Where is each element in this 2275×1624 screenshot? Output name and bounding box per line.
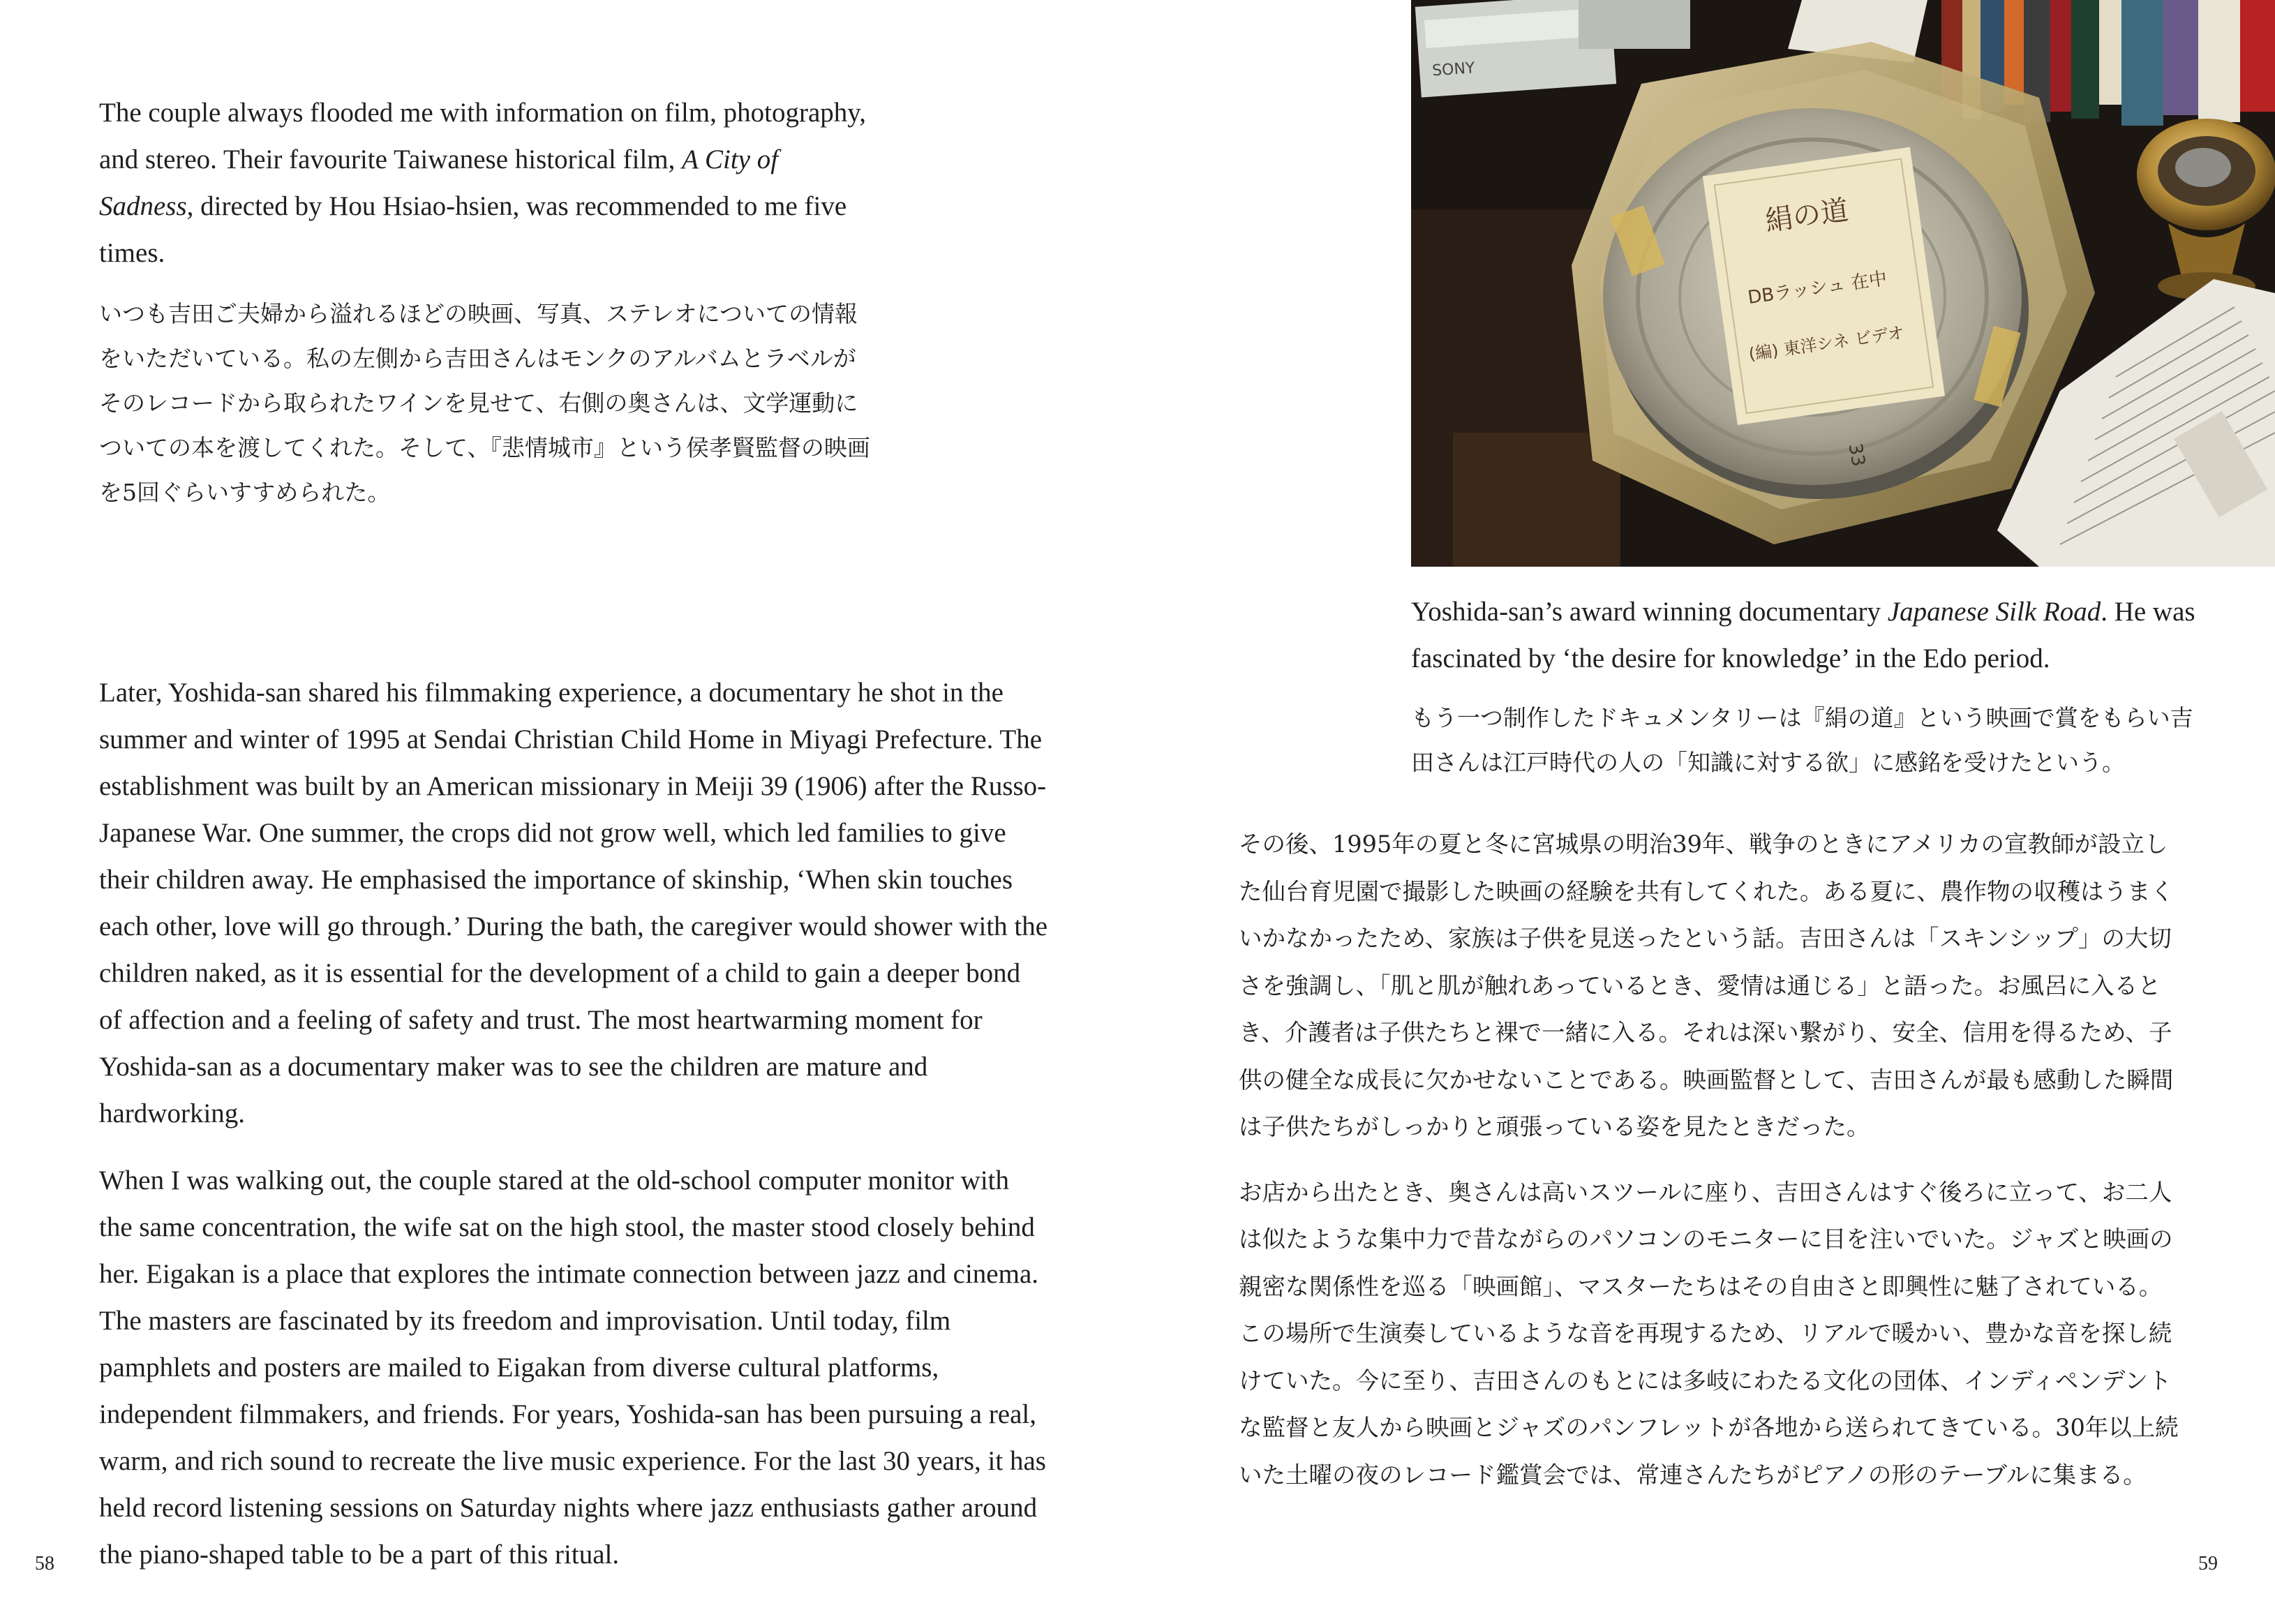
reel-number: 33 [1844, 441, 1869, 468]
documentary-english-paragraph: Later, Yoshida-san shared his filmmaking experience, a documentary he shot in the summer and winter of 1995 at Sendai Christian Child Home in Miyagi Prefecture. The establishment was built by an American missionary in Meiji 39 (1906) after the Russo-Japanese War. One summer, the crops did not grow well, which led families to give their children away. He emphasised the importance of skinship, ‘When skin touches each other, love will go through.’ During the bath, the caregiver would shower with the children naked, as it is essential for the development of a child to gain a deeper bond of affection and a feeling of safety and trust. The most heartwarming moment for Yoshida-san as a documentary maker was to see the children are mature and hardworking. [99, 678, 1048, 1128]
intro-english-paragraph [99, 89, 874, 276]
film-title-city-of-sadness: A City of Sadness [99, 144, 779, 221]
intro-text-before-title: The couple always flooded me with information on film, photography, and stereo. Their favourite Taiwanese historical film, [99, 98, 866, 174]
intro-block [99, 89, 874, 515]
page-number-left: 58 [35, 1553, 54, 1574]
film-reel-photo [1411, 0, 2275, 567]
caption-text-before-title: Yoshida-san’s award winning documentary [1411, 597, 1888, 627]
film-can-label-line3: (編) 東洋シネ ビデオ [1747, 322, 1906, 364]
walking-out-english-paragraph: When I was walking out, the couple stared at the old-school computer monitor with the same concentration, the wife sat on the high stool, the master stood closely behind her. Eigakan is a place that explores the intimate connection between jazz and cinema. The masters are fascinated by its freedom and improvisation. Until today, film pamphlets and posters are mailed to Eigakan from diverse cultural platforms, independent filmmakers, and friends. For years, Yoshida-san has been pursuing a real, warm, and rich sound to recreate the live music experience. For the last 30 years, it has held record listening sessions on Saturday nights where jazz enthusiasts gather around the piano-shaped table to be a part of this ritual. [99, 1165, 1046, 1570]
documentary-japanese-paragraph: その後、1995年の夏と冬に宮城県の明治39年、戦争のときにアメリカの宣教師が設立した仙台育児園で撮影した映画の経験を共有してくれた。ある夏に、農作物の収穫はうまくいかなかったため、家族は子供を見送ったという話。吉田さんは「スキンシップ」の大切さを強調し、「肌と肌が触れあっているとき、愛情は通じる」と語った。お風呂に入るとき、介護者は子供たちと裸で一緒に入る。それは深い繋がり、安全、信用を得るため、子供の健全な成長に欠かせないことである。映画監督として、吉田さんが最も感動した瞬間は子供たちがしっかりと頑張っている姿を見たときだった。 [1239, 830, 2174, 1140]
film-can-label-line2: DBラッシュ 在中 [1746, 268, 1888, 309]
film-title-japanese-silk-road: Japanese Silk Road [1887, 597, 2101, 627]
film-can-label [1703, 147, 1945, 425]
caption-japanese: もう一つ制作したドキュメンタリーは『絹の道』という映画で賞をもらい吉田さんは江戸時代の人の「知識に対する欲」に感銘を受けたという。 [1411, 704, 2193, 776]
intro-japanese-paragraph: いつも吉田ご夫婦から溢れるほどの映画、写真、ステレオについての情報をいただいている。私の左側から吉田さんはモンクのアルバムとラベルがそのレコードから取られたワインを見せて、右側の奥さんは、文学運動についての本を渡してくれた。そして、『悲情城市』という侯孝賢監督の映画を5回ぐらいすすめられた。 [99, 300, 870, 506]
walking-out-japanese-paragraph: お店から出たとき、奥さんは高いスツールに座り、吉田さんはすぐ後ろに立って、お二人は似たような集中力で昔ながらのパソコンのモニターに目を注いでいた。ジャズと映画の親密な関係性を巡る「映画館」、マスターたちはその自由さと即興性に魅了されている。この場所で生演奏しているような音を再現するため、リアルで暖かい、豊かな音を探し続けていた。今に至り、吉田さんのもとには多岐にわたる文化の団体、インディペンデントな監督と友人から映画とジャズのパンフレットが各地から送られてきている。30年以上続いた土曜の夜のレコード鑑賞会では、常連さんたちがピアノの形のテーブルに集まる。 [1239, 1178, 2179, 1489]
japanese-main-block [1239, 821, 2181, 1498]
film-can-label-title: 絹の道 [1763, 194, 1851, 238]
caption-text-after-title: . He was fascinated by ‘the desire for knowledge’ in the Edo period. [1411, 597, 2195, 673]
documentary-story-block [99, 669, 1048, 1578]
caption-english [1411, 588, 2214, 682]
intro-text-after-title: , directed by Hou Hsiao-hsien, was recommended to me five times. [99, 191, 847, 268]
tape-brand-label: SONY [1431, 59, 1476, 80]
photo-caption [1411, 588, 2214, 785]
page-number-right: 59 [2198, 1553, 2218, 1574]
